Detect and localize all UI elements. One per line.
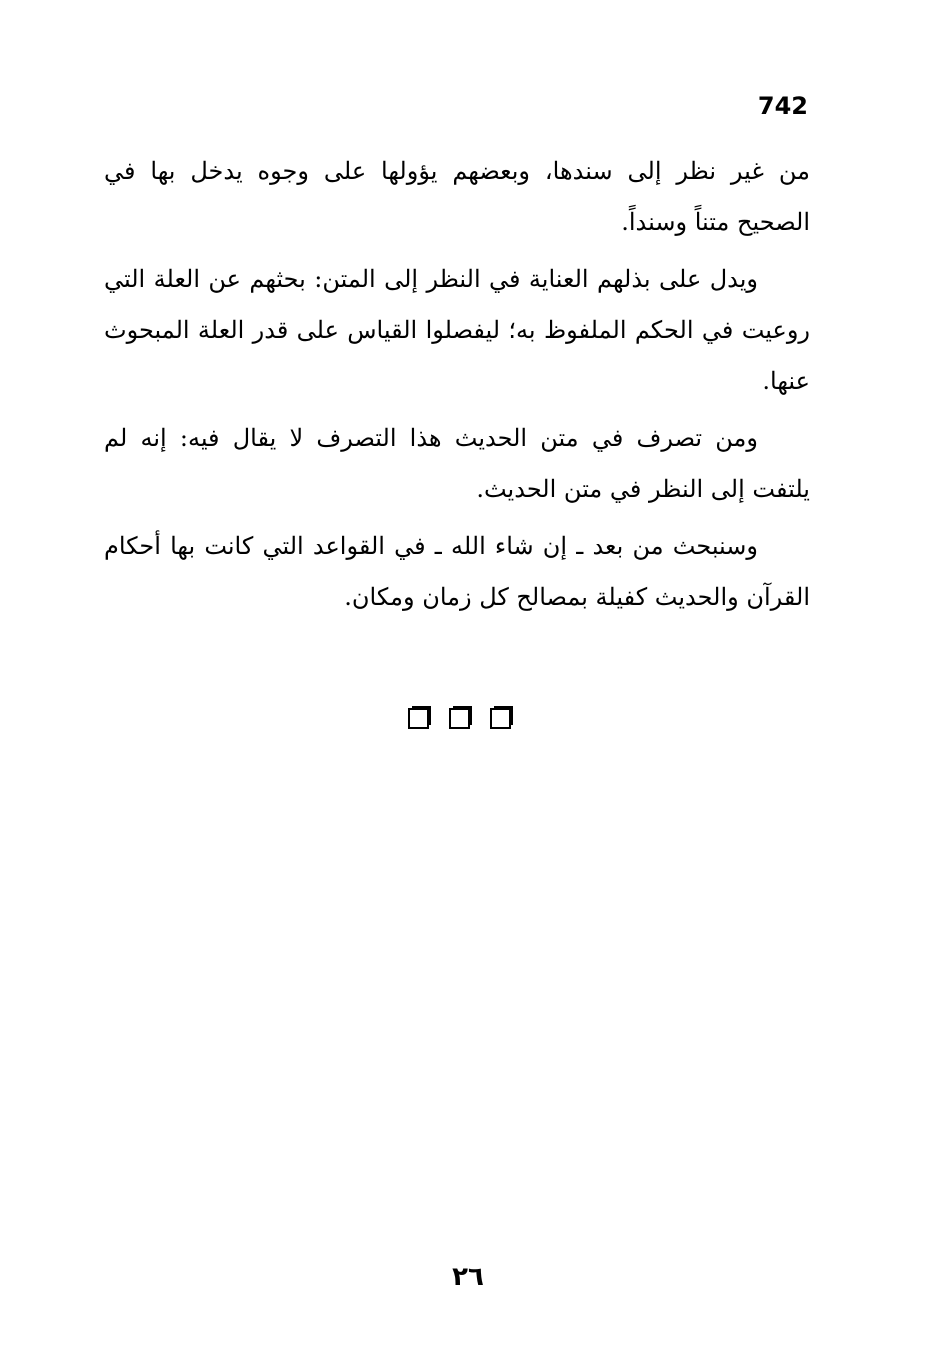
paragraph-1: من غير نظر إلى سندها، وبعضهم يؤولها على وجوه يدخل بها في الصحيح متناً وسنداً. xyxy=(104,157,810,236)
section-separator xyxy=(408,708,511,729)
square-ornament-icon xyxy=(408,708,429,729)
square-ornament-icon xyxy=(490,708,511,729)
page-body xyxy=(104,146,810,629)
paragraph-3: ومن تصرف في متن الحديث هذا التصرف لا يقال فيه: إنه لم يلتفت إلى النظر في متن الحديث. xyxy=(104,424,810,503)
bottom-page-number: ٢٦ xyxy=(452,1262,484,1292)
paragraph-2: ويدل على بذلهم العناية في النظر إلى المتن: بحثهم عن العلة التي روعيت في الحكم الملفوظ به؛ ليفصلوا القياس على قدر العلة المبحوث عنها. xyxy=(104,265,810,395)
square-ornament-icon xyxy=(449,708,470,729)
top-page-number: 742 xyxy=(757,92,808,120)
paragraph-4: وسنبحث من بعد ـ إن شاء الله ـ في القواعد التي كانت بها أحكام القرآن والحديث كفيلة بمصالح كل زمان ومكان. xyxy=(104,532,810,611)
